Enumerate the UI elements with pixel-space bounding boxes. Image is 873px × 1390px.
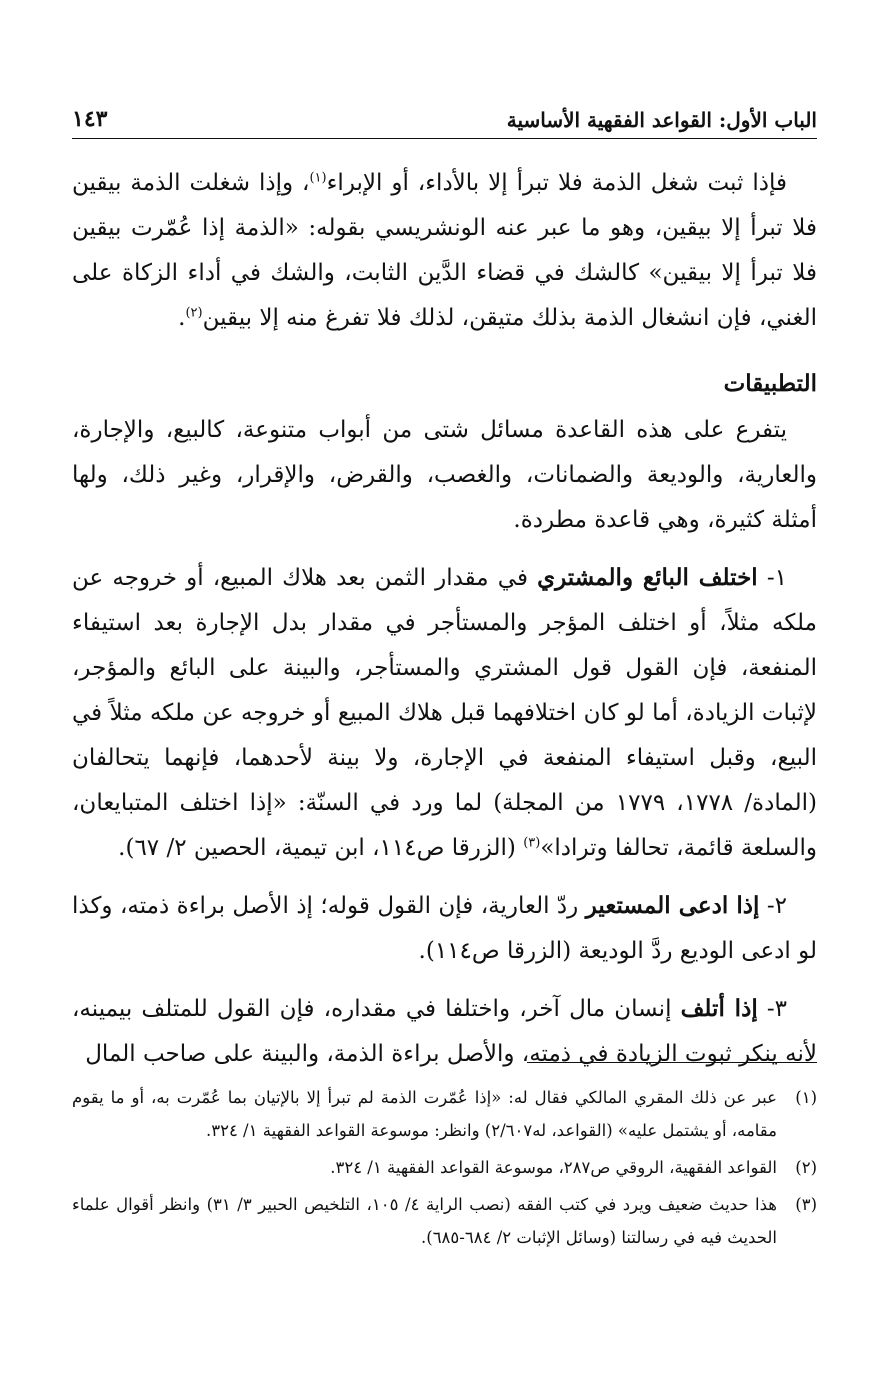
- footnotes-section: [72, 1062, 817, 1258]
- intro-paragraph: [72, 161, 817, 341]
- application-item-2: [72, 883, 817, 974]
- item-2-number: ٢-: [759, 893, 787, 919]
- footnote-3-text: هذا حديث ضعيف ويرد في كتب الفقه (نصب الراية ٤/ ١٠٥، التلخيص الحبير ٣/ ٣١) وانظر أقوال علماء الحديث فيه في رسالتنا (وسائل الإثبات ٢/ ٦٨٤-٦٨٥).: [72, 1195, 777, 1247]
- item-1-text: في مقدار الثمن بعد هلاك المبيع، أو خروجه عن ملكه مثلاً، أو اختلف المؤجر والمستأجر في مقدار بدل الإجارة بعد استيفاء المنفعة، فإن القول قول المشتري والمستأجر، والبينة على البائع والمؤجر، لإثبات الزيادة، أما لو كان اختلافهما قبل هلاك المبيع أو خروجه عن ملكه مثلاً في البيع، وقبل استيفاء المنفعة في الإجارة، ولا بينة لأحدهما، فإنهما يتحالفان (المادة/ ١٧٧٨، ١٧٧٩ من المجلة) لما ورد في السنّة: «إذا اختلف المتبايعان، والسلعة قائمة، تحالفا وترادا»: [72, 565, 818, 861]
- footnote-3: [72, 1188, 817, 1254]
- footnote-divider: [527, 1062, 817, 1063]
- footnote-3-number: (٣): [795, 1195, 817, 1214]
- footnote-2-number: (٢): [795, 1158, 817, 1177]
- book-page: [72, 92, 817, 1077]
- intro-text-3: .: [178, 305, 186, 331]
- item-3-text: إنسان مال آخر، واختلفا في مقداره، فإن القول للمتلف بيمينه، لأنه ينكر ثبوت الزيادة في ذمته، والأصل براءة الذمة، والبينة على صاحب المال: [72, 996, 817, 1067]
- footnote-1-number: (١): [795, 1088, 817, 1107]
- footnote-1: [72, 1081, 817, 1147]
- footnote-1-text: عبر عن ذلك المقري المالكي فقال له: «إذا عُمّرت الذمة لم تبرأ إلا بالإتيان بما عُمّرت به، أو ما يقوم مقامه، أو يشتمل عليه» (القواعد، له٢/٦٠٧) وانظر: موسوعة القواعد الفقهية ١/ ٣٢٤.: [72, 1088, 777, 1140]
- item-3-number: ٣-: [757, 996, 787, 1022]
- intro-text-2: ، وإذا شغلت الذمة بيقين فلا تبرأ إلا بيقين، وهو ما عبر عنه الونشريسي بقوله: «الذمة إذا عُمّرت بيقين فلا تبرأ إلا بيقين» كالشك في قضاء الدَّين الثابت، والشك في أداء الزكاة على الغني، فإن انشغال الذمة بذلك متيقن، لذلك فلا تفرغ منه إلا بيقين: [72, 170, 817, 331]
- footnote-2: [72, 1151, 817, 1184]
- page-number: ١٤٣: [72, 106, 108, 132]
- item-2-lead: إذا ادعى المستعير: [585, 892, 760, 919]
- running-header: [72, 92, 817, 139]
- application-item-1: [72, 555, 817, 871]
- item-1-lead: اختلف البائع والمشتري: [537, 564, 758, 591]
- footnote-ref-3[interactable]: (٣): [523, 835, 541, 851]
- item-3-lead: إذا أتلف: [680, 995, 758, 1022]
- item-2-text: ردّ العارية، فإن القول قوله؛ إذ الأصل براءة ذمته، وكذا لو ادعى الوديع ردَّ الوديعة (الزرقا ص١١٤).: [72, 893, 817, 964]
- applications-intro: يتفرع على هذه القاعدة مسائل شتى من أبواب متنوعة، كالبيع، والإجارة، والعارية، والوديعة والضمانات، والغصب، والقرض، والإقرار، وغير ذلك، ولها أمثلة كثيرة، وهي قاعدة مطردة.: [72, 417, 817, 533]
- intro-text-1: فإذا ثبت شغل الذمة فلا تبرأ إلا بالأداء، أو الإبراء: [326, 170, 787, 196]
- section-heading-applications: التطبيقات: [723, 370, 817, 397]
- footnote-2-text: القواعد الفقهية، الروقي ص٢٨٧، موسوعة القواعد الفقهية ١/ ٣٢٤.: [330, 1158, 777, 1177]
- main-text: [72, 161, 817, 1077]
- item-1-tail: (الزرقا ص١١٤، ابن تيمية، الحصين ٢/ ٦٧).: [118, 835, 524, 861]
- item-1-number: ١-: [757, 565, 787, 591]
- footnote-ref-1[interactable]: (١): [309, 170, 327, 186]
- chapter-title: الباب الأول: القواعد الفقهية الأساسية: [506, 108, 817, 132]
- footnote-ref-2[interactable]: (٢): [185, 305, 203, 321]
